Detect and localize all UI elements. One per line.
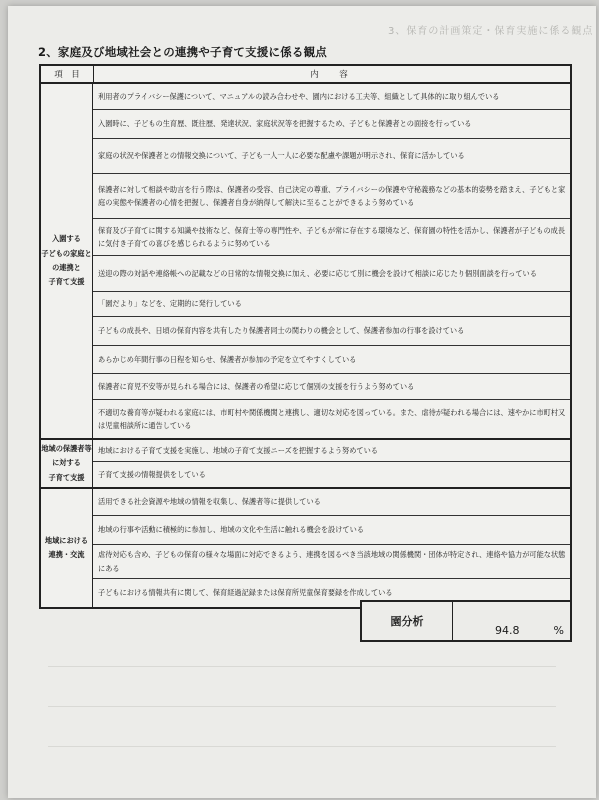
- table-row: 利用者のプライバシー保護について、マニュアルの読み合わせや、園内における工夫等、組織として具体的に取り組んでいる: [93, 84, 570, 110]
- score-summary: [360, 600, 572, 642]
- section-label: 地域における 連携・交流: [41, 489, 93, 607]
- table-row: 保育及び子育てに関する知識や技術など、保育士等の専門性や、子どもが常に存在する環境など、保育園の特性を活かし、保護者が子どもの成長に気付き子育ての喜びを感じられるように努めている: [93, 219, 570, 256]
- table-row: 入園時に、子どもの生育歴、既往歴、発達状況、家庭状況等を把握するため、子どもと保護者との面接を行っている: [93, 110, 570, 139]
- table-row: 保護者に対して相談や助言を行う際は、保護者の受容、自己決定の尊重、プライバシーの保護や守秘義務などの基本的姿勢を踏まえ、子どもと家庭の実態や保護者の心情を把握し、保護者自身が納得して解決に至ることができるよう努めている: [93, 174, 570, 219]
- table-row: 活用できる社会資源や地域の情報を収集し、保護者等に提供している: [93, 489, 570, 516]
- bleed-line: [48, 746, 556, 747]
- summary-value: 94.8: [495, 624, 520, 637]
- table-row: 地域の行事や活動に積極的に参加し、地域の文化や生活に触れる機会を設けている: [93, 516, 570, 545]
- table-row: 「園だより」などを、定期的に発行している: [93, 292, 570, 317]
- header-content: 内 容: [310, 70, 354, 80]
- section-title: 2、家庭及び地域社会との連携や子育て支援に係る観点: [38, 45, 327, 59]
- evaluation-table: [39, 64, 572, 609]
- table-row: 地域における子育て支援を実施し、地域の子育て支援ニーズを把握するよう努めている: [93, 440, 570, 462]
- section-label: 地域の保護者等 に対する 子育て支援: [41, 440, 93, 487]
- table-row: 子どもにおける情報共有に関して、保育経過記録または保育所児童保育要録を作成している: [98, 588, 393, 598]
- section-community-exchange: [41, 489, 570, 607]
- section-items: [93, 489, 570, 607]
- table-row: あらかじめ年間行事の日程を知らせ、保護者が参加の予定を立てやすくしている: [93, 346, 570, 374]
- bleed-line: [48, 706, 556, 707]
- header-item: 項 目: [41, 66, 94, 82]
- table-row: 保護者に育児不安等が見られる場合には、保護者の希望に応じて個別の支援を行うよう努めている: [93, 374, 570, 400]
- table-header: [41, 66, 570, 84]
- table-row: 子育て支援の情報提供をしている: [98, 469, 206, 479]
- table-row: 不適切な養育等が疑われる家庭には、市町村や関係機関と連携し、適切な対応を図っている。また、虐待が疑われる場合には、速やかに市町村又は児童相談所に通告している: [98, 407, 566, 430]
- table-row: 家庭の状況や保護者との情報交換について、子ども一人一人に必要な配慮や課題が明示され、保育に活かしている: [93, 139, 570, 174]
- bleed-line: [48, 666, 556, 667]
- table-row: 送迎の際の対話や連絡帳への記載などの日常的な情報交換に加え、必要に応じて別に機会を設けて相談に応じたり個別面談を行っている: [93, 256, 570, 292]
- summary-unit: %: [553, 624, 564, 637]
- section-items: [93, 84, 570, 438]
- bleed-through-header: 3、保育の計画策定・保育実施に係る観点: [388, 26, 594, 37]
- section-label: 入園する 子どもの家庭と の連携と 子育て支援: [41, 84, 93, 438]
- table-row: 虐待対応も含め、子どもの保育の様々な場面に対応できるよう、連携を図るべき当該地域の関係機関・団体が特定され、連絡や協力が可能な状態にある: [93, 545, 570, 579]
- section-community-parents: [41, 440, 570, 489]
- summary-value-cell: [453, 602, 570, 640]
- section-home-support: [41, 84, 570, 440]
- summary-label: 園分析: [362, 602, 453, 640]
- table-row: 子どもの成長や、日頃の保育内容を共有したり保護者同士の関わりの機会として、保護者参加の行事を設けている: [93, 317, 570, 346]
- section-items: [93, 440, 570, 487]
